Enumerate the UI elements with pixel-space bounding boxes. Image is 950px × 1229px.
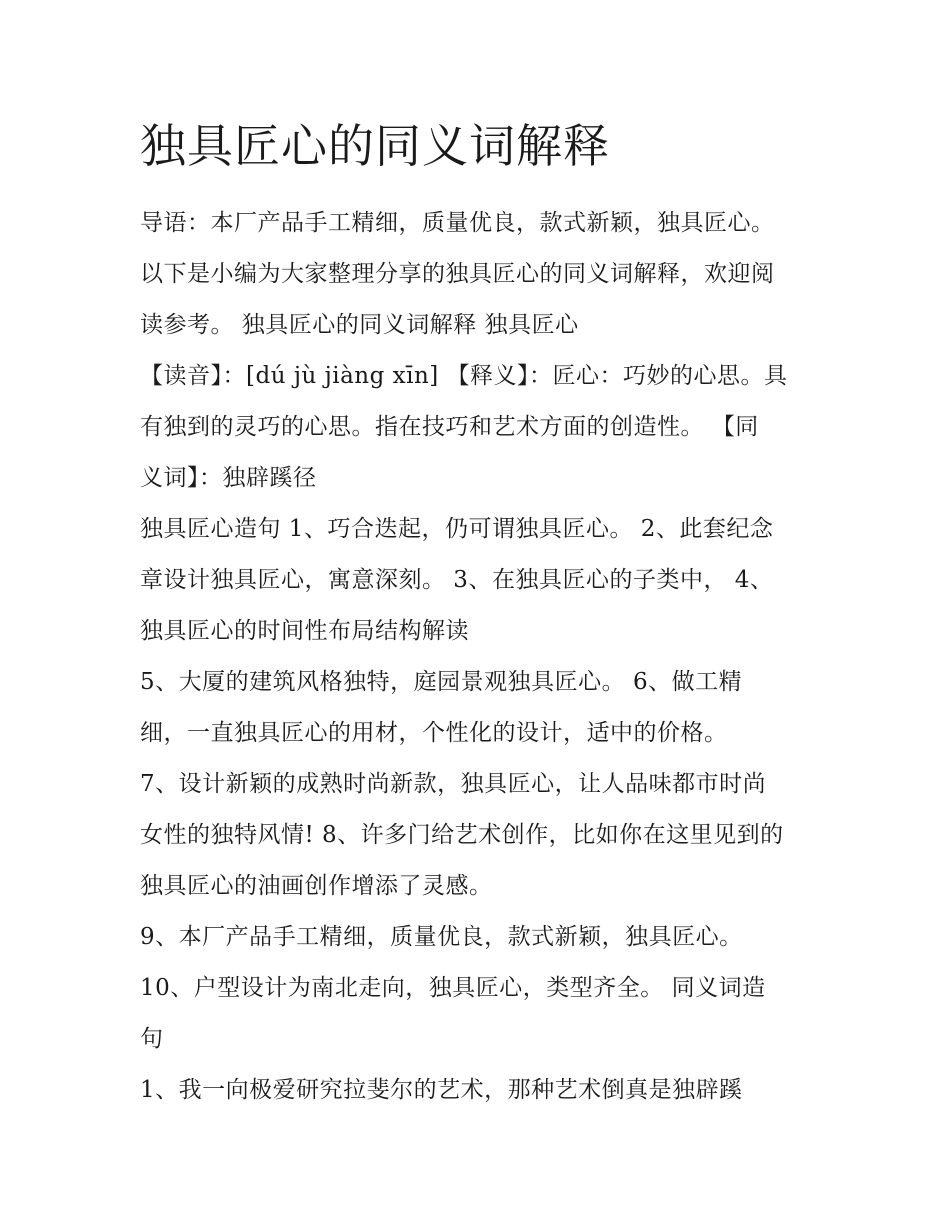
text-line: 句 <box>140 1026 164 1052</box>
text-line: 独具匠心的时间性布局结构解读 <box>140 618 469 644</box>
text-line: 【读音】：[dú jù jiàng xīn] 【释义】：匠心：巧妙的心思。具 <box>140 363 788 389</box>
text-line: 1、我一向极爱研究拉斐尔的艺术，那种艺术倒真是独辟蹊 <box>140 1077 743 1103</box>
text-line: 7、设计新颖的成熟时尚新款，独具匠心，让人品味都市时尚 <box>140 771 767 797</box>
text-line: 独具匠心的油画创作增添了灵感。 <box>140 873 493 899</box>
text-line: 独具匠心造句 1、巧合迭起，仍可谓独具匠心。 2、此套纪念 <box>140 516 774 542</box>
text-line: 读参考。 独具匠心的同义词解释 独具匠心 <box>140 312 579 338</box>
text-line: 女性的独特风情! 8、许多门给艺术创作，比如你在这里见到的 <box>140 822 784 848</box>
text-line: 5、大厦的建筑风格独特，庭园景观独具匠心。 6、做工精 <box>140 669 743 695</box>
text-line: 10、户型设计为南北走向，独具匠心，类型齐全。 同义词造 <box>140 975 766 1001</box>
text-line: 导语：本厂产品手工精细，质量优良，款式新颖，独具匠心。 <box>140 210 775 236</box>
document-title: 独具匠心的同义词解释 <box>140 119 610 173</box>
text-line: 有独到的灵巧的心思。指在技巧和艺术方面的创造性。 【同 <box>140 414 759 440</box>
text-line: 9、本厂产品手工精细，质量优良，款式新颖，独具匠心。 <box>140 924 743 950</box>
text-line: 以下是小编为大家整理分享的独具匠心的同义词解释，欢迎阅 <box>140 261 775 287</box>
text-line: 义词】：独辟蹊径 <box>140 465 317 491</box>
text-line: 章设计独具匠心，寓意深刻。 3、在独具匠心的子类中， 4、 <box>140 567 774 593</box>
text-line: 细，一直独具匠心的用材，个性化的设计，适中的价格。 <box>140 720 728 746</box>
document-body <box>140 198 820 1116</box>
